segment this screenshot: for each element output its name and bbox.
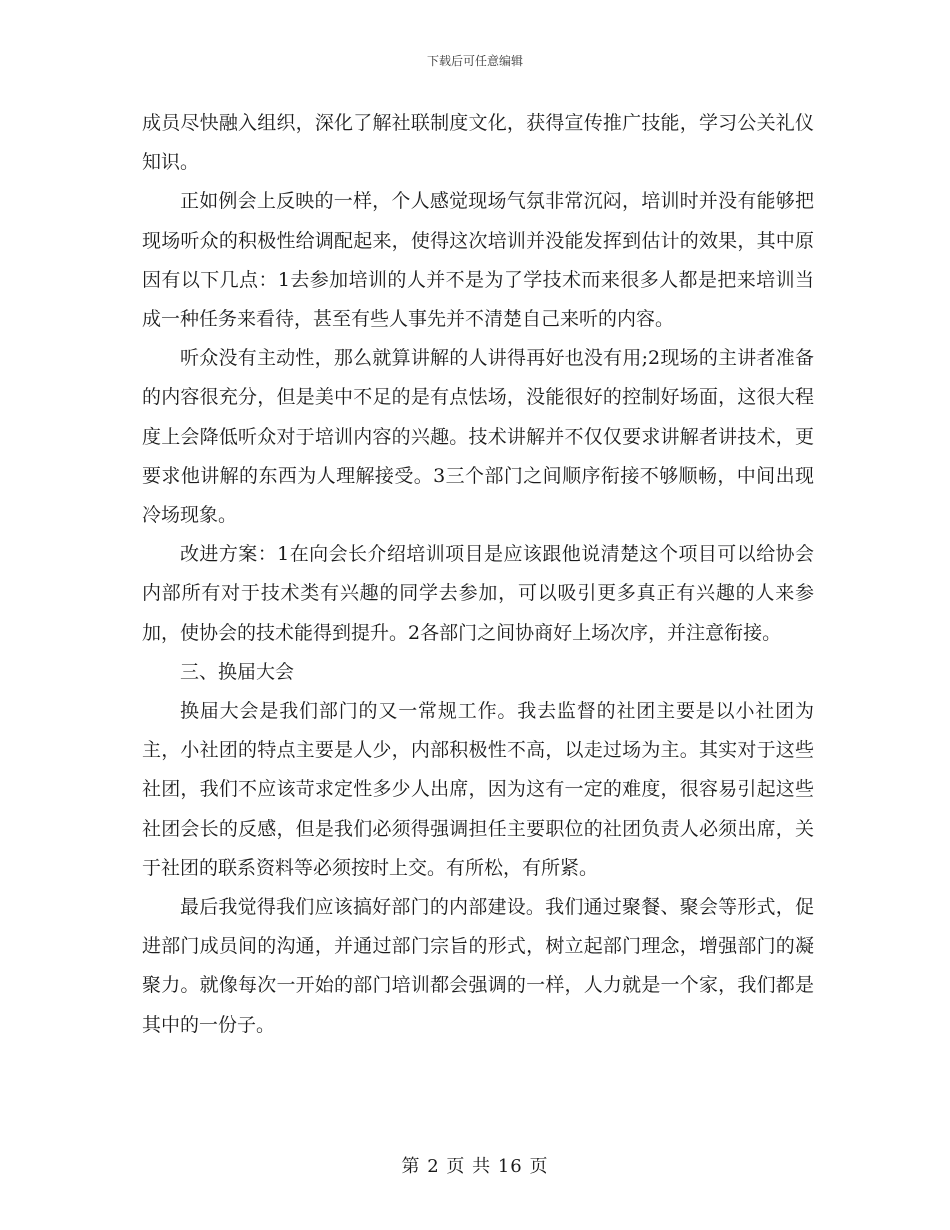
paragraph-5: 换届大会是我们部门的又一常规工作。我去监督的社团主要是以小社团为主，小社团的特点主要是人少，内部积极性不高，以走过场为主。其实对于这些社团，我们不应该苛求定性多少人出席，因为这有一定的难度，很容易引起这些社团会长的反感，但是我们必须得强调担任主要职位的社团负责人必须出席，关于社团的联系资料等必须按时上交。有所松，有所紧。 <box>142 700 814 879</box>
page-number-footer: 第 2 页 共 16 页 <box>401 1156 549 1177</box>
body-text <box>142 104 814 1045</box>
header-note: 下载后可任意编辑 <box>426 54 523 68</box>
paragraph-4: 改进方案：1在向会长介绍培训项目是应该跟他说清楚这个项目可以给协会内部所有对于技术类有兴趣的同学去参加，可以吸引更多真正有兴趣的人来参加，使协会的技术能得到提升。2各部门之间协商好上场次序，并注意衔接。 <box>142 543 814 644</box>
paragraph-2: 正如例会上反映的一样，个人感觉现场气氛非常沉闷，培训时并没有能够把现场听众的积极性给调配起来，使得这次培训并没能发挥到估计的效果，其中原因有以下几点：1去参加培训的人并不是为了学技术而来很多人都是把来培训当成一种任务来看待，甚至有些人事先并不清楚自己来听的内容。 <box>142 190 814 331</box>
paragraph-3: 听众没有主动性，那么就算讲解的人讲得再好也没有用;2现场的主讲者准备的内容很充分，但是美中不足的是有点怯场，没能很好的控制好场面，这很大程度上会降低听众对于培训内容的兴趣。技术讲解并不仅仅要求讲解者讲技术，更要求他讲解的东西为人理解接受。3三个部门之间顺序衔接不够顺畅，中间出现冷场现象。 <box>142 347 814 527</box>
paragraph-6: 最后我觉得我们应该搞好部门的内部建设。我们通过聚餐、聚会等形式，促进部门成员间的沟通，并通过部门宗旨的形式，树立起部门理念，增强部门的凝聚力。就像每次一开始的部门培训都会强调的一样，人力就是一个家，我们都是其中的一份子。 <box>142 896 814 1036</box>
paragraph-1: 成员尽快融入组织，深化了解社联制度文化，获得宣传推广技能，学习公关礼仪知识。 <box>142 112 814 174</box>
section-heading: 三、换届大会 <box>180 660 295 683</box>
